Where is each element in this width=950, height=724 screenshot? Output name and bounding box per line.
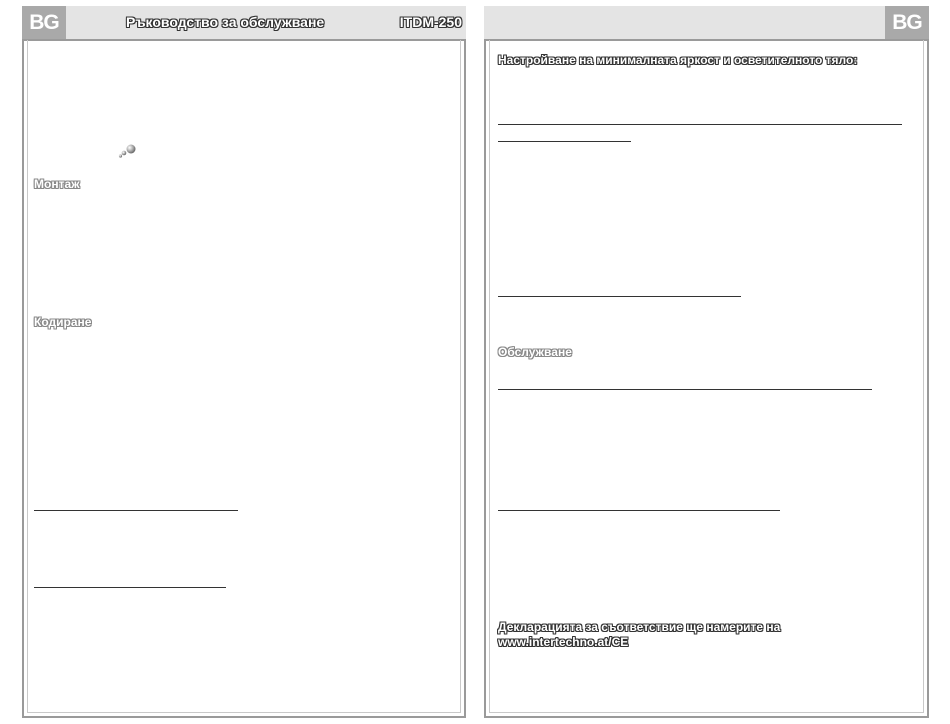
section-heading-operation: Обслужване bbox=[498, 345, 572, 359]
declaration-text: Декларацията за съответствие ще намерите на bbox=[498, 620, 781, 634]
manual-title: Ръководство за обслужване bbox=[126, 14, 325, 30]
right-page bbox=[484, 6, 929, 718]
underline-rule bbox=[498, 389, 872, 390]
language-badge: BG bbox=[22, 6, 66, 39]
declaration-of-conformity bbox=[498, 620, 918, 650]
left-page bbox=[22, 6, 466, 718]
pearl-dots-icon bbox=[118, 143, 138, 159]
underline-rule bbox=[498, 510, 780, 511]
left-page-frame bbox=[22, 39, 466, 718]
underline-rule bbox=[498, 124, 902, 125]
underline-rule bbox=[34, 510, 238, 511]
section-heading-min-brightness: Настройване на минималната яркост и осветителното тяло: bbox=[498, 53, 858, 67]
language-badge: BG bbox=[885, 6, 929, 39]
underline-rule bbox=[34, 587, 226, 588]
model-number: ITDM-250 bbox=[399, 14, 462, 30]
declaration-url: www.intertechno.at/CE bbox=[498, 635, 629, 649]
underline-rule bbox=[498, 141, 631, 142]
section-heading-coding: Кодиране bbox=[34, 315, 92, 329]
left-page-header bbox=[22, 6, 466, 39]
right-page-header bbox=[484, 6, 929, 39]
section-heading-mounting: Монтаж bbox=[34, 177, 80, 191]
underline-rule bbox=[498, 296, 741, 297]
